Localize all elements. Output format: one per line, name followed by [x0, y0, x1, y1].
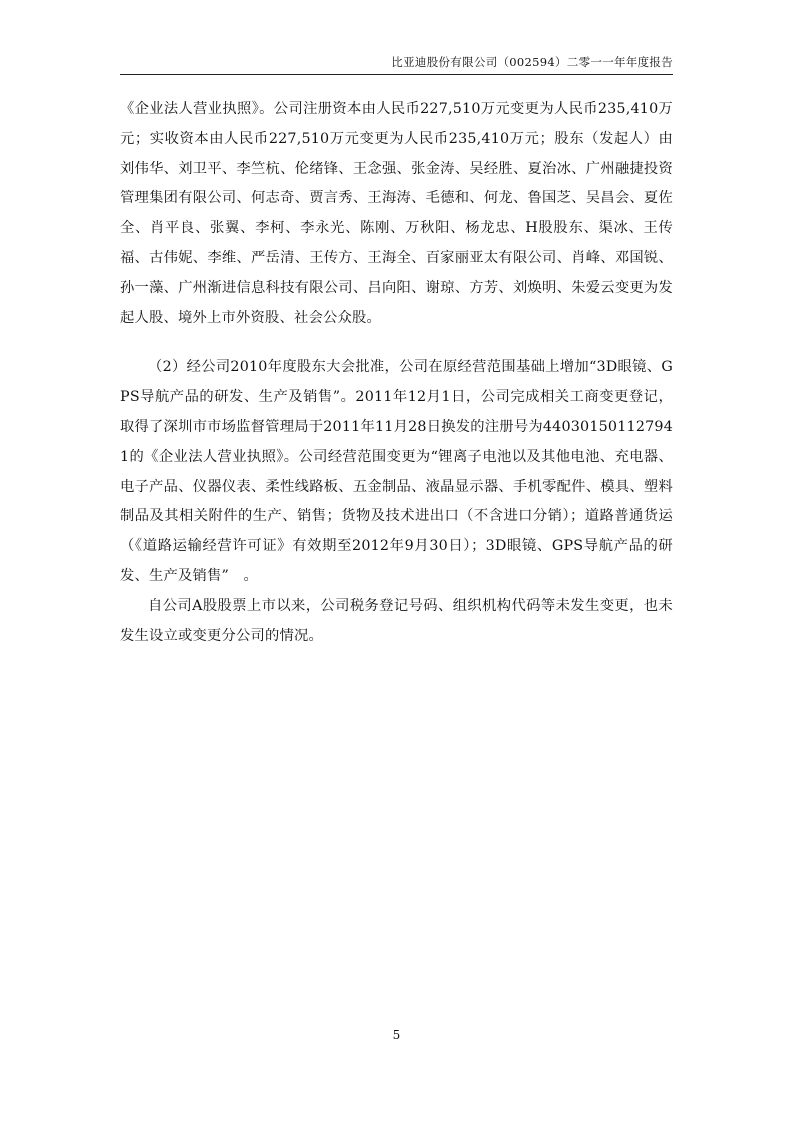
paragraph-registration-change: 《企业法人营业执照》。公司注册资本由人民币227,510万元变更为人民币235,410万元；实收资本由人民币227,510万元变更为人民币235,410万元；股东（发起人）由刘伟华、刘卫平、李竺杭、伦绪锋、王念强、张金涛、吴经胜、夏治冰、广州融捷投资管理集团有限公司、何志奇、贾言秀、王海涛、毛德和、何龙、鲁国芝、吴昌会、夏佐全、肖平良、张翼、李柯、李永光、陈刚、万秋阳、杨龙忠、H股股东、渠冰、王传福、古伟妮、李维、严岳清、王传方、王海全、百家丽亚太有限公司、肖峰、邓国锐、孙一藻、广州渐进信息科技有限公司、吕向阳、谢琼、方芳、刘焕明、朱爱云变更为发起人股、境外上市外资股、社会公众股。 — [120, 101, 673, 326]
document-body — [120, 95, 673, 651]
header-title: 比亚迪股份有限公司（002594）二零一一年年度报告 — [391, 55, 673, 69]
page-header — [120, 52, 673, 75]
paragraph-tax-registration: 自公司A股股票上市以来，公司税务登记号码、组织机构代码等未发生变更，也未发生设立或变更分公司的情况。 — [120, 597, 673, 644]
page-number: 5 — [392, 1028, 401, 1042]
paragraph-business-scope-change: （2）经公司2010年度股东大会批准，公司在原经营范围基础上增加“3D眼镜、GPS导航产品的研发、生产及销售”。2011年12月1日，公司完成相关工商变更登记，取得了深圳市市场监督管理局于2011年11月28日换发的注册号为440301501127941的《企业法人营业执照》。公司经营范围变更为“锂离子电池以及其他电池、充电器、电子产品、仪器仪表、柔性线路板、五金制品、液晶显示器、手机零配件、模具、塑料制品及其相关附件的生产、销售；货物及技术进出口（不含进口分销）；道路普通货运（《道路运输经营许可证》有效期至2012年9月30日）；3D眼镜、GPS导航产品的研发、生产及销售” 。 — [120, 359, 673, 584]
